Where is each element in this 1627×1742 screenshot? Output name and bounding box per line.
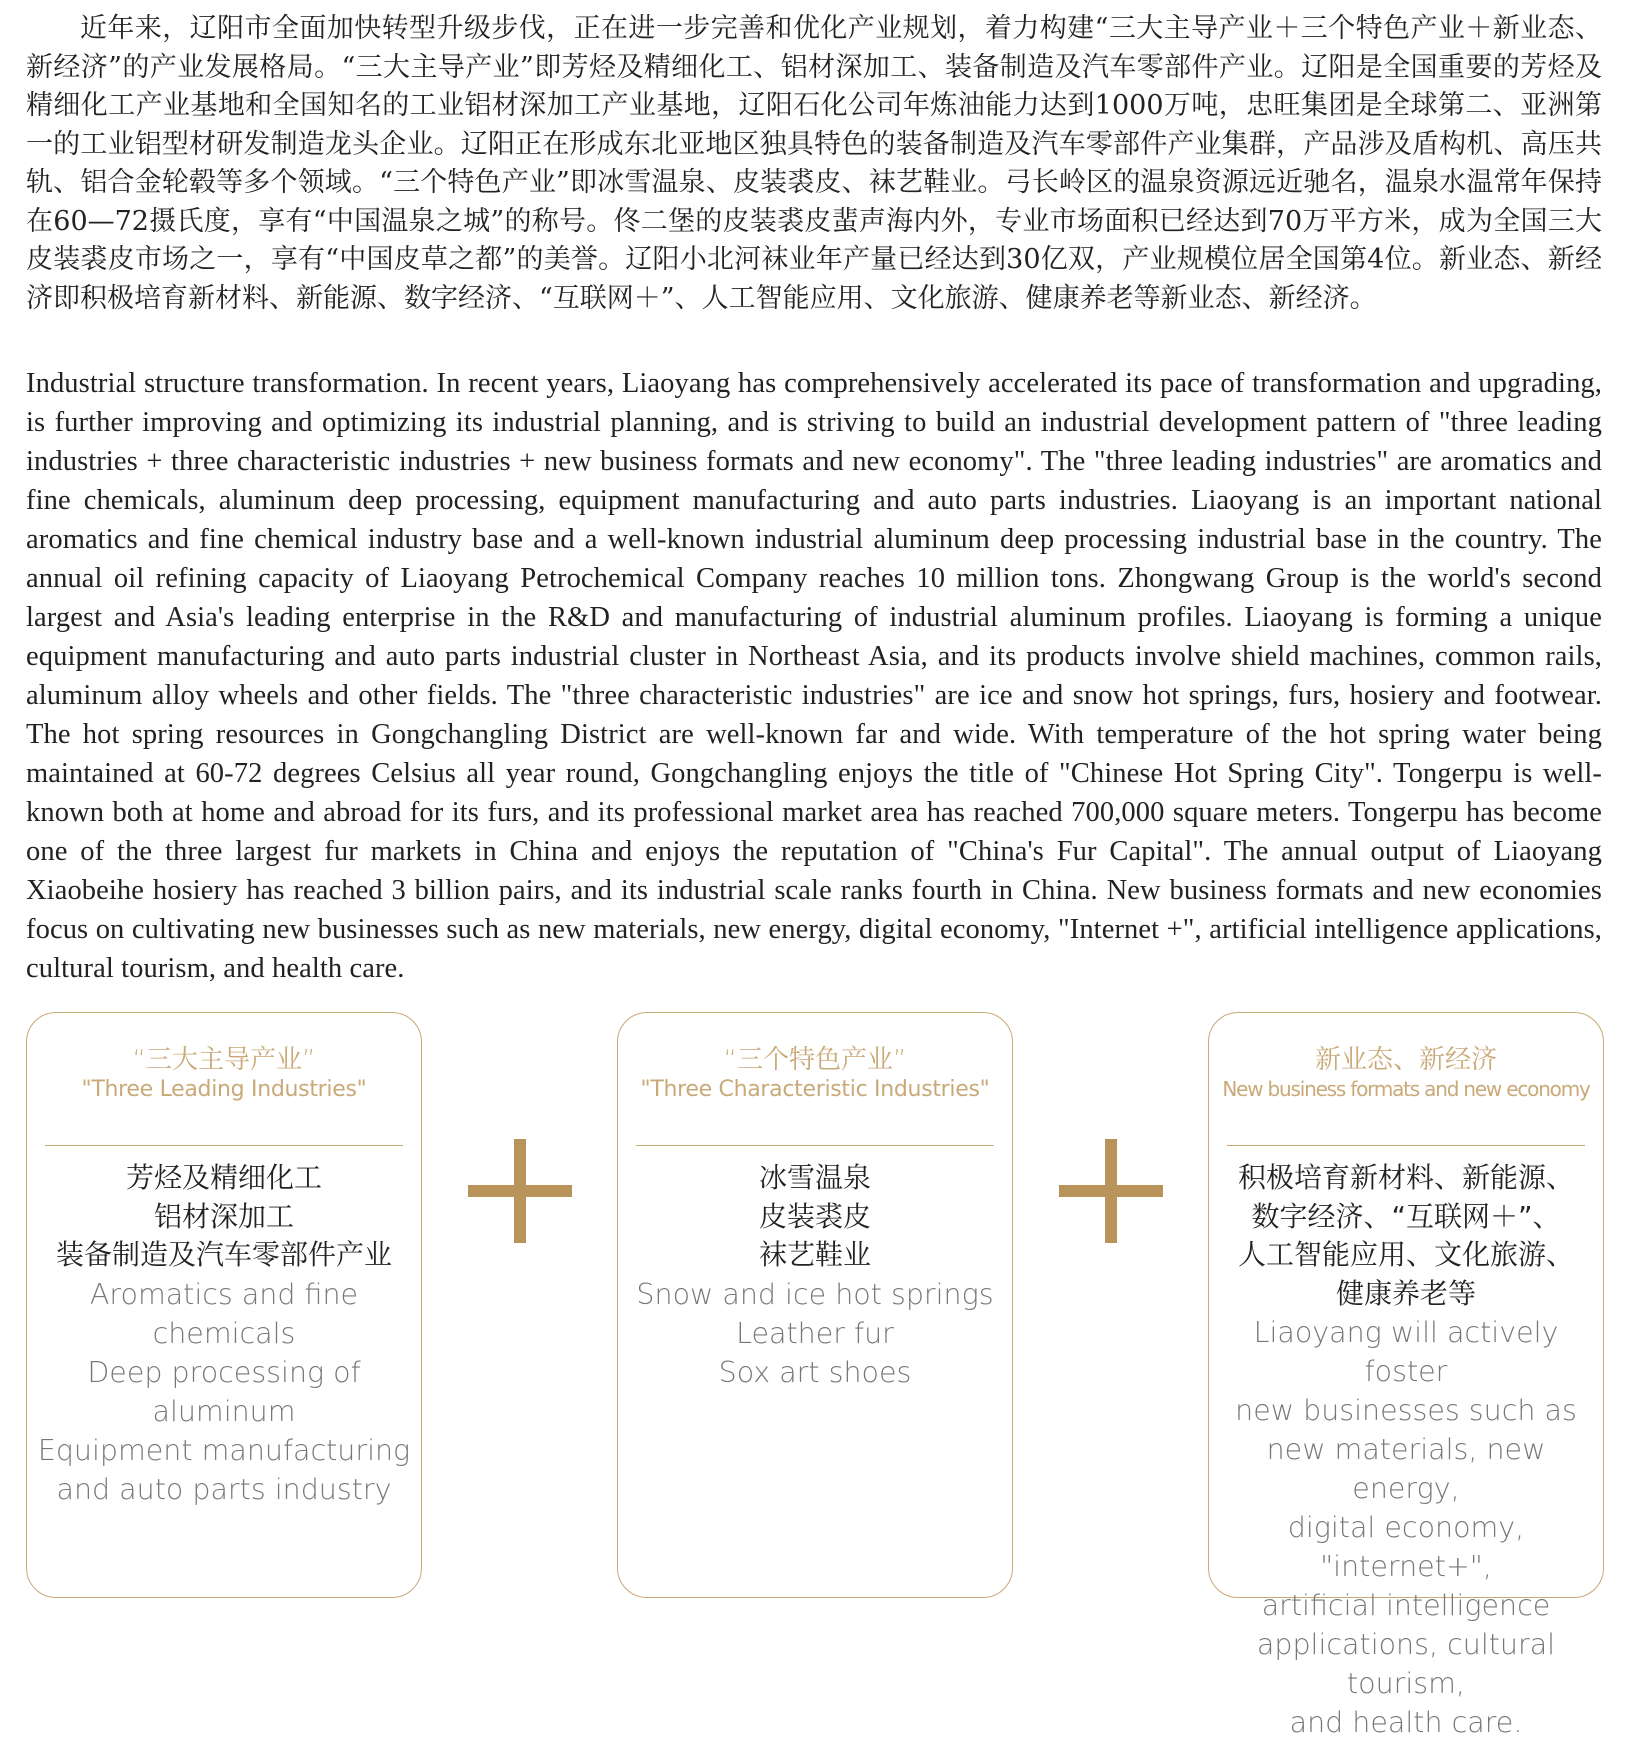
card-item-en: Deep processing of bbox=[87, 1355, 361, 1389]
intro-paragraph-zh: 近年来，辽阳市全面加快转型升级步伐，正在进一步完善和优化产业规划，着力构建“三大主导产业＋三个特色产业＋新业态、新经济”的产业发展格局。“三大主导产业”即芳烃及精细化工、铝材深加工、装备制造及汽车零部件产业。辽阳是全国重要的芳烃及精细化工产业基地和全国知名的工业铝材深加工产业基地，辽阳石化公司年炼油能力达到1000万吨，忠旺集团是全球第二、亚洲第一的工业铝型材研发制造龙头企业。辽阳正在形成东北亚地区独具特色的装备制造及汽车零部件产业集群，产品涉及盾构机、高压共轨、铝合金轮毂等多个领域。“三个特色产业”即冰雪温泉、皮装裘皮、袜艺鞋业。弓长岭区的温泉资源远近驰名，温泉水温常年保持在60—72摄氏度，享有“中国温泉之城”的称号。佟二堡的皮装裘皮蜚声海内外，专业市场面积已经达到70万平方米，成为全国三大皮装裘皮市场之一，享有“中国皮草之都”的美誉。辽阳小北河袜业年产量已经达到30亿双，产业规模位居全国第4位。新业态、新经济即积极培育新材料、新能源、数字经济、“互联网＋”、人工智能应用、文化旅游、健康养老等新业态、新经济。 bbox=[26, 13, 1602, 314]
card-title-en: "Three Characteristic Industries" bbox=[640, 1077, 990, 1102]
card-item-en: new materials, new energy, bbox=[1266, 1433, 1546, 1505]
card-item-en: Equipment manufacturing bbox=[37, 1433, 411, 1467]
card-item-zh: 袜艺鞋业 bbox=[758, 1238, 871, 1271]
card-item-zh: 健康养老等 bbox=[1335, 1276, 1476, 1310]
card-three-characteristic-industries bbox=[617, 1012, 1013, 1598]
plus-icon bbox=[468, 1139, 572, 1243]
card-title-zh: “三大主导产业” bbox=[132, 1045, 316, 1075]
card-item-en: Liaoyang will actively foster bbox=[1253, 1316, 1559, 1388]
card-title-en: New business formats and new economy bbox=[1222, 1077, 1590, 1101]
card-item-en: and auto parts industry bbox=[56, 1472, 392, 1506]
card-title-zh: 新业态、新经济 bbox=[1314, 1045, 1497, 1075]
card-body bbox=[35, 1159, 413, 1509]
card-item-zh: 铝材深加工 bbox=[153, 1199, 294, 1233]
card-item-zh: 数字经济、“互联网＋”、 bbox=[1251, 1199, 1561, 1233]
card-body bbox=[626, 1159, 1004, 1392]
card-three-leading-industries bbox=[26, 1012, 422, 1598]
card-title-zh: “三个特色产业” bbox=[723, 1045, 907, 1075]
card-item-en: chemicals bbox=[152, 1316, 296, 1350]
card-item-en: new businesses such as bbox=[1235, 1394, 1577, 1427]
card-item-en: artificial intelligence bbox=[1261, 1589, 1551, 1622]
card-title-en: "Three Leading Industries" bbox=[81, 1077, 367, 1102]
card-item-zh: 人工智能应用、文化旅游、 bbox=[1237, 1238, 1574, 1271]
card-item-en: Snow and ice hot springs bbox=[636, 1277, 994, 1311]
card-divider bbox=[45, 1145, 403, 1146]
card-body bbox=[1217, 1159, 1595, 1742]
card-item-zh: 冰雪温泉 bbox=[758, 1161, 871, 1194]
card-item-zh: 积极培育新材料、新能源、 bbox=[1237, 1161, 1574, 1194]
card-item-zh: 皮装裘皮 bbox=[758, 1199, 871, 1233]
card-item-zh: 芳烃及精细化工 bbox=[125, 1161, 322, 1194]
card-divider bbox=[636, 1145, 994, 1146]
card-item-zh: 装备制造及汽车零部件产业 bbox=[55, 1238, 392, 1271]
intro-paragraph-en: Industrial structure transformation. In recent years, Liaoyang has comprehensively accelerated its pace of transformation and upgrading, is further improving and optimizing its industrial planning, and is striving to build an industrial development pattern of "three leading industries + three characteristic industries + new business formats and new economy". The "three leading industries" are aromatics and fine chemicals, aluminum deep processing, equipment manufacturing and auto parts industries. Liaoyang is an important national aromatics and fine chemical industry base and a well-known industrial aluminum deep processing industrial base in the country. The annual oil refining capacity of Liaoyang Petrochemical Company reaches 10 million tons. Zhongwang Group is the world's second largest and Asia's leading enterprise in the R&D and manufacturing of industrial aluminum profiles. Liaoyang is forming a unique equipment manufacturing and auto parts industrial cluster in Northeast Asia, and its products involve shield machines, common rails, aluminum alloy wheels and other fields. The "three characteristic industries" are ice and snow hot springs, furs, hosiery and footwear. The hot spring resources in Gongchangling District are well-known far and wide. With temperature of the hot spring water being maintained at 60-72 degrees Celsius all year round, Gongchangling enjoys the title of "Chinese Hot Spring City". Tongerpu is well-known both at home and abroad for its furs, and its professional market area has reached 700,000 square meters. Tongerpu has become one of the three largest fur markets in China and enjoys the reputation of "China's Fur Capital". The annual output of Liaoyang Xiaobeihe hosiery has reached 3 billion pairs, and its industrial scale ranks fourth in China. New business formats and new economies focus on cultivating new businesses such as new materials, new energy, digital economy, "Internet +", artificial intelligence applications, cultural tourism, and health care. bbox=[26, 368, 1602, 984]
card-item-en: aluminum bbox=[152, 1394, 296, 1428]
card-item-en: Sox art shoes bbox=[718, 1355, 912, 1389]
card-item-en: applications, cultural tourism, bbox=[1256, 1628, 1556, 1700]
card-divider bbox=[1227, 1145, 1585, 1146]
plus-icon-bar bbox=[1105, 1139, 1117, 1243]
card-item-en: Aromatics and fine bbox=[89, 1277, 359, 1311]
plus-icon bbox=[1059, 1139, 1163, 1243]
card-item-en: Leather fur bbox=[736, 1316, 894, 1350]
plus-icon-bar bbox=[514, 1139, 526, 1243]
card-item-en: and health care. bbox=[1289, 1706, 1523, 1739]
card-new-business-formats bbox=[1208, 1012, 1604, 1739]
card-item-en: digital economy, "internet+", bbox=[1287, 1511, 1525, 1583]
